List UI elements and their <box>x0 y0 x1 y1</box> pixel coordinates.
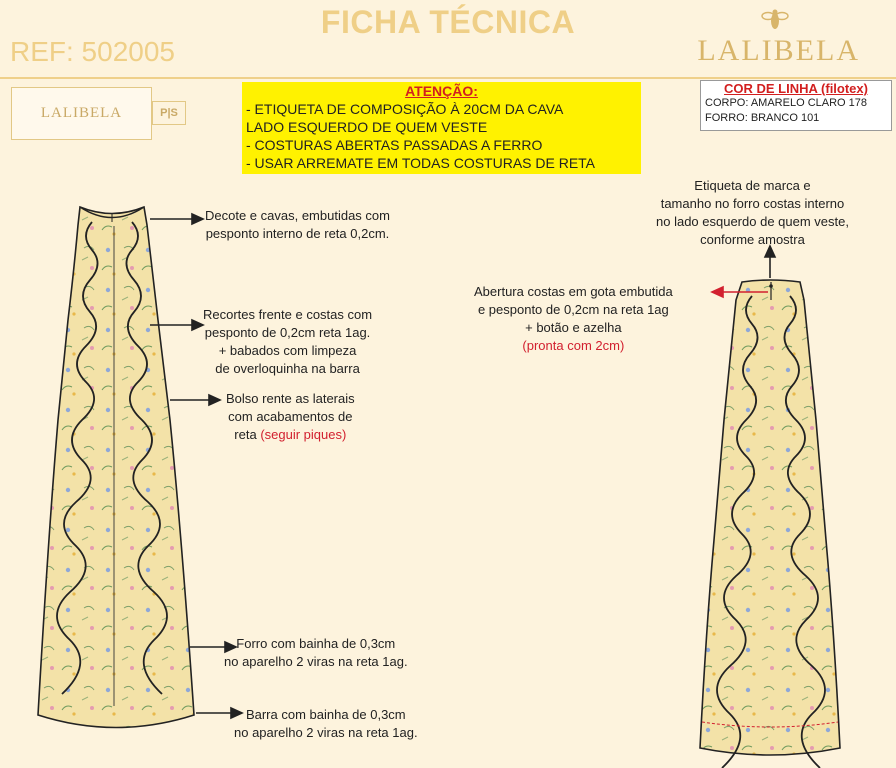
note-back-opening <box>474 283 673 355</box>
note-line: no lado esquerdo de quem veste, <box>656 214 849 229</box>
thread-heading: COR DE LINHA (filotex) <box>724 81 868 96</box>
attention-heading: ATENÇÃO: <box>405 83 478 99</box>
note-seams <box>203 306 372 378</box>
note-line: no aparelho 2 viras na reta 1ag. <box>234 725 418 740</box>
note-line: Etiqueta de marca e <box>694 178 811 193</box>
note-line: pesponto de 0,2cm reta 1ag. <box>204 325 371 340</box>
note-line: de overloquinha na barra <box>215 361 360 376</box>
note-line: conforme amostra <box>700 232 805 247</box>
note-pocket <box>226 390 355 444</box>
note-line: tamanho no forro costas interno <box>660 196 845 211</box>
note-line: com acabamentos de <box>228 409 353 424</box>
note-highlight: (pronta com 2cm) <box>522 338 625 353</box>
note-line: + babados com limpeza <box>218 343 357 358</box>
note-line: pesponto interno de reta 0,2cm. <box>205 226 390 241</box>
note-line: Recortes frente e costas com <box>203 307 373 322</box>
note-hem <box>234 706 418 742</box>
note-line: + botão e azelha <box>525 320 622 335</box>
back-view-dress <box>700 280 840 768</box>
note-line <box>226 426 355 444</box>
note-line: Abertura costas em gota embutida <box>474 284 673 299</box>
note-line: Decote e cavas, embutidas com <box>205 208 390 223</box>
note-text: reta <box>234 427 261 442</box>
note-highlight: (seguir piques) <box>260 427 347 442</box>
attention-line: - USAR ARREMATE EM TODAS COSTURAS DE RETA <box>246 155 596 171</box>
note-line: Forro com bainha de 0,3cm <box>236 636 396 651</box>
note-brand-label <box>656 177 849 249</box>
attention-line: - COSTURAS ABERTAS PASSADAS A FERRO <box>246 137 543 153</box>
note-line: Bolso rente as laterais <box>226 391 355 406</box>
size-label-box: P|S <box>152 101 186 125</box>
note-line: no aparelho 2 viras na reta 1ag. <box>224 654 408 669</box>
brand-logo: LALIBELA <box>697 34 860 67</box>
thread-body-color: CORPO: AMARELO CLARO 178 <box>705 97 867 109</box>
note-neckline <box>205 207 390 243</box>
note-lining-hem <box>224 635 408 671</box>
attention-line: LADO ESQUERDO DE QUEM VESTE <box>246 119 488 135</box>
page-title: FICHA TÉCNICA <box>320 4 576 40</box>
brand-label-text: LALIBELA <box>40 105 123 121</box>
front-view-dress <box>38 207 194 728</box>
attention-line: - ETIQUETA DE COMPOSIÇÃO À 20CM DA CAVA <box>246 101 564 117</box>
note-line: Barra com bainha de 0,3cm <box>245 707 406 722</box>
note-line: e pesponto de 0,2cm na reta 1ag <box>477 302 669 317</box>
reference-code: REF: 502005 <box>10 36 175 67</box>
thread-lining-color: FORRO: BRANCO 101 <box>705 112 820 124</box>
